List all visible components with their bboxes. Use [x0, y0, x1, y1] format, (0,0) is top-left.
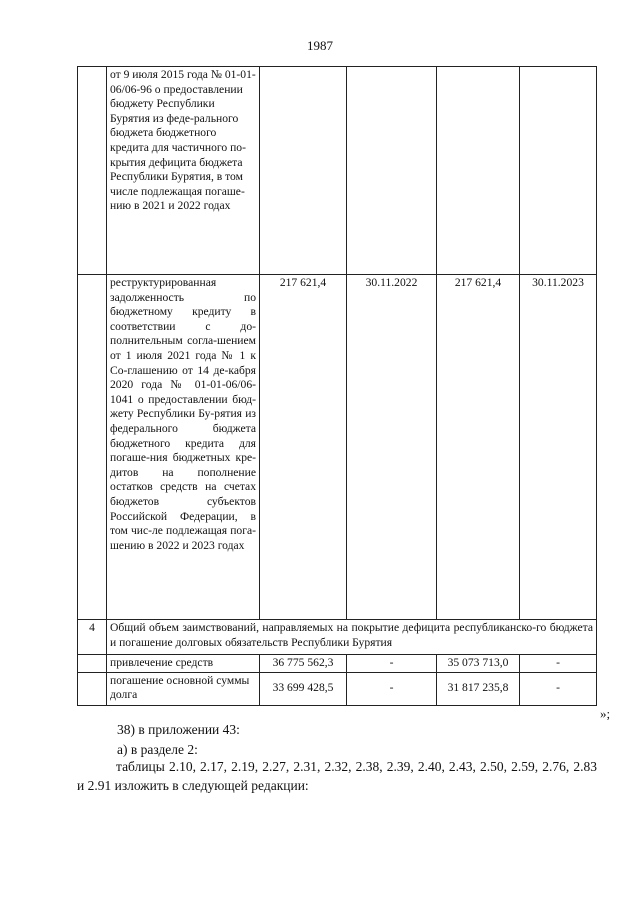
row-number-cell: [78, 655, 107, 673]
date-cell: 30.11.2023: [520, 275, 597, 620]
table-row: [78, 67, 597, 275]
table-row: [78, 672, 597, 705]
row-number-cell: [78, 275, 107, 620]
section-heading-cell: Общий объем заимствований, направляемых на покрытие дефицита республиканско-го бюджета и погашение долговых обязательств Республики Бурятия: [107, 620, 597, 655]
date-cell: [347, 67, 437, 275]
borrowing-program-table: [77, 66, 597, 706]
paragraph-subitem-a: а) в разделе 2:: [117, 742, 198, 757]
amount-cell: 35 073 713,0: [437, 655, 520, 673]
page-number: 1987: [307, 38, 333, 53]
date-cell: -: [347, 655, 437, 673]
date-cell: -: [520, 655, 597, 673]
table-row: [78, 655, 597, 673]
row-number-cell: [78, 67, 107, 275]
closing-quote-mark: »;: [600, 706, 611, 721]
amount-cell: 217 621,4: [437, 275, 520, 620]
description-cell: реструктурированная задолженность по бюджетному кредиту в соответствии с до-полнительным согла-шением от 1 июля 2021 года № 1 к Со-глашению от 14 де-кабря 2020 года № 01-01-06/06-1041 о предоставлении бюд-жету Республики Бу-рятия из федерального бюджета бюджетного кредита для погаше-ния бюджетных кре-дитов на пополнение остатков средств на счетах бюджетов субъектов Российской Федерации, в том чис-ле подлежащая пога-шению в 2022 и 2023 годах: [107, 275, 260, 620]
paragraph-tables-list: таблицы 2.10, 2.17, 2.19, 2.27, 2.31, 2.32, 2.38, 2.39, 2.40, 2.43, 2.50, 2.59, 2.76, 2.83 и 2.91 изложить в следующей редакции:: [77, 759, 597, 793]
amount-cell: [437, 67, 520, 275]
row-number-cell: [78, 672, 107, 705]
amount-cell: 217 621,4: [260, 275, 347, 620]
date-cell: 30.11.2022: [347, 275, 437, 620]
table-row: [78, 620, 597, 655]
amount-cell: 36 775 562,3: [260, 655, 347, 673]
row-number-cell: 4: [78, 620, 107, 655]
table-row: [78, 275, 597, 620]
date-cell: [520, 67, 597, 275]
amount-cell: 31 817 235,8: [437, 672, 520, 705]
label-cell: погашение основной суммы долга: [107, 672, 260, 705]
date-cell: -: [520, 672, 597, 705]
paragraph-item-38: 38) в приложении 43:: [117, 722, 240, 737]
date-cell: -: [347, 672, 437, 705]
amount-cell: [260, 67, 347, 275]
description-cell: от 9 июля 2015 года № 01-01-06/06-96 о предоставлении бюджету Республики Бурятия из феде-рального бюджета бюджетного кредита для частичного по-крытия дефицита бюджета Республики Бурятия, в том числе подлежащая погаше-нию в 2021 и 2022 годах: [107, 67, 260, 275]
label-cell: привлечение средств: [107, 655, 260, 673]
amount-cell: 33 699 428,5: [260, 672, 347, 705]
